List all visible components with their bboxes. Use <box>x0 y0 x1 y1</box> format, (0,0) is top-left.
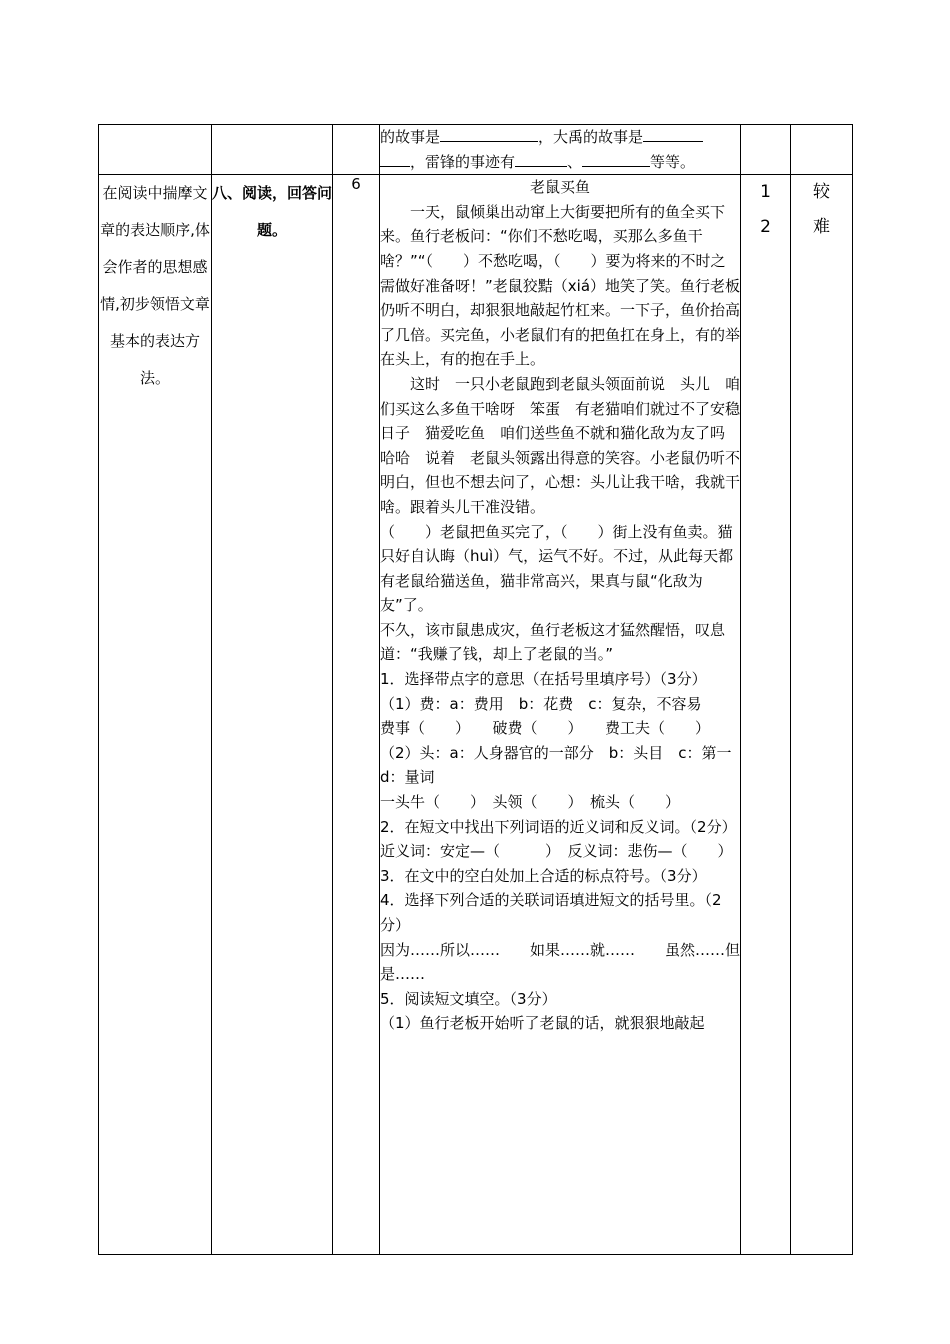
continued-row <box>99 125 853 175</box>
answer-blank[interactable] <box>380 150 410 167</box>
question-5: 5．阅读短文填空。（3分） <box>380 989 557 1008</box>
passage-title: 老鼠买鱼 <box>529 178 590 197</box>
difficulty-word-1: 较 <box>813 182 830 203</box>
question-1-part-2-items: 一头牛（ ） 头领（ ） 梳头（ ） <box>380 793 681 812</box>
difficulty-word-cell <box>791 175 853 1255</box>
score-cell: 6 <box>333 175 380 1255</box>
answer-blank[interactable] <box>582 150 650 167</box>
empty-cell <box>791 125 853 175</box>
question-5-part-1: （1）鱼行老板开始听了老鼠的话，就狠狠地敲起 <box>380 1014 705 1033</box>
passage-paragraph-1: 一天，鼠倾巢出动窜上大街要把所有的鱼全买下来。鱼行老板问：“你们不愁吃喝，买那么多鱼干啥？”“（ ）不愁吃喝，（ ）要为将来的不时之需做好准备呀！”老鼠狡黠（xiá）地笑了笑。鱼行老板仍听不明白，却狠狠地敲起竹杠来。一下子，鱼价抬高了几倍。买完鱼，小老鼠们有的把鱼扛在身上，有的举在头上，有的抱在手上。 <box>380 202 741 369</box>
empty-cell <box>212 125 333 175</box>
passage-paragraph-3: （ ）老鼠把鱼买完了，（ ）街上没有鱼卖。猫只好自认晦（huì）气，运气不好。不过，从此每天都有老鼠给猫送鱼，猫非常高兴，果真与鼠“化敌为友”了。 <box>380 522 734 615</box>
question-1-part-1: （1）费：a：费用 b：花费 c：复杂，不容易 <box>380 694 702 713</box>
fill-text: ，大禹的故事是 <box>538 128 644 146</box>
objective-cell: 在阅读中揣摩文章的表达顺序,体会作者的思想感情,初步领悟文章基本的表达方法。 <box>99 175 212 1255</box>
question-2: 2．在短文中找出下列词语的近义词和反义词。（2分） <box>380 817 737 836</box>
question-1: 1．选择带点字的意思（在括号里填序号）（3分） <box>380 670 707 689</box>
question-4-items: 因为……所以…… 如果……就…… 虽然……但是…… <box>380 940 741 984</box>
passage-paragraph-4: 不久，该市鼠患成灾，鱼行老板这才猛然醒悟，叹息道：“我赚了钱，却上了老鼠的当。” <box>380 620 726 664</box>
answer-blank[interactable] <box>643 125 703 142</box>
answer-blank[interactable] <box>515 150 567 167</box>
continued-question-cell <box>380 125 741 175</box>
fill-text: ，雷锋的事迹有 <box>410 152 516 171</box>
empty-cell <box>741 125 791 175</box>
question-4: 4．选择下列合适的关联词语填进短文的括号里。（2分） <box>380 891 722 934</box>
difficulty-number-2: 2 <box>760 217 771 238</box>
passage-paragraph-2: 这时 一只小老鼠跑到老鼠头领面前说 头儿 咱们买这么多鱼干啥呀 笨蛋 有老猫咱们就过不了安稳日子 猫爱吃鱼 咱们送些鱼不就和猫化敌为友了吗 哈哈 说着 老鼠头领露出得意的笑容。小老鼠仍听不明白，但也不想去问了，心想：头儿让我干啥，我就干啥。跟着头儿干准没错。 <box>380 374 741 516</box>
reading-question-row <box>99 175 853 1255</box>
passage-cell <box>380 175 747 1255</box>
question-title-cell: 八、阅读，回答问题。 <box>212 175 333 1255</box>
difficulty-number-cell <box>741 175 791 1255</box>
question-2-items: 近义词：安定—（ ） 反义词：悲伤—（ ） <box>380 842 733 861</box>
empty-cell <box>333 125 380 175</box>
fill-text: 等等。 <box>650 152 696 171</box>
empty-cell <box>99 125 212 175</box>
answer-blank[interactable] <box>440 125 538 142</box>
question-1-part-1-items: 费事（ ） 破费（ ） 费工夫（ ） <box>380 719 711 738</box>
exam-table <box>98 124 853 1255</box>
fill-text: 、 <box>567 152 583 171</box>
question-1-part-2: （2）头：a：人身器官的一部分 b：头目 c：第一 d：量词 <box>380 743 747 787</box>
question-3: 3．在文中的空白处加上合适的标点符号。（3分） <box>380 866 707 885</box>
difficulty-word-2: 难 <box>813 217 830 238</box>
fill-text: 的故事是 <box>380 128 441 146</box>
difficulty-number-1: 1 <box>760 182 771 203</box>
